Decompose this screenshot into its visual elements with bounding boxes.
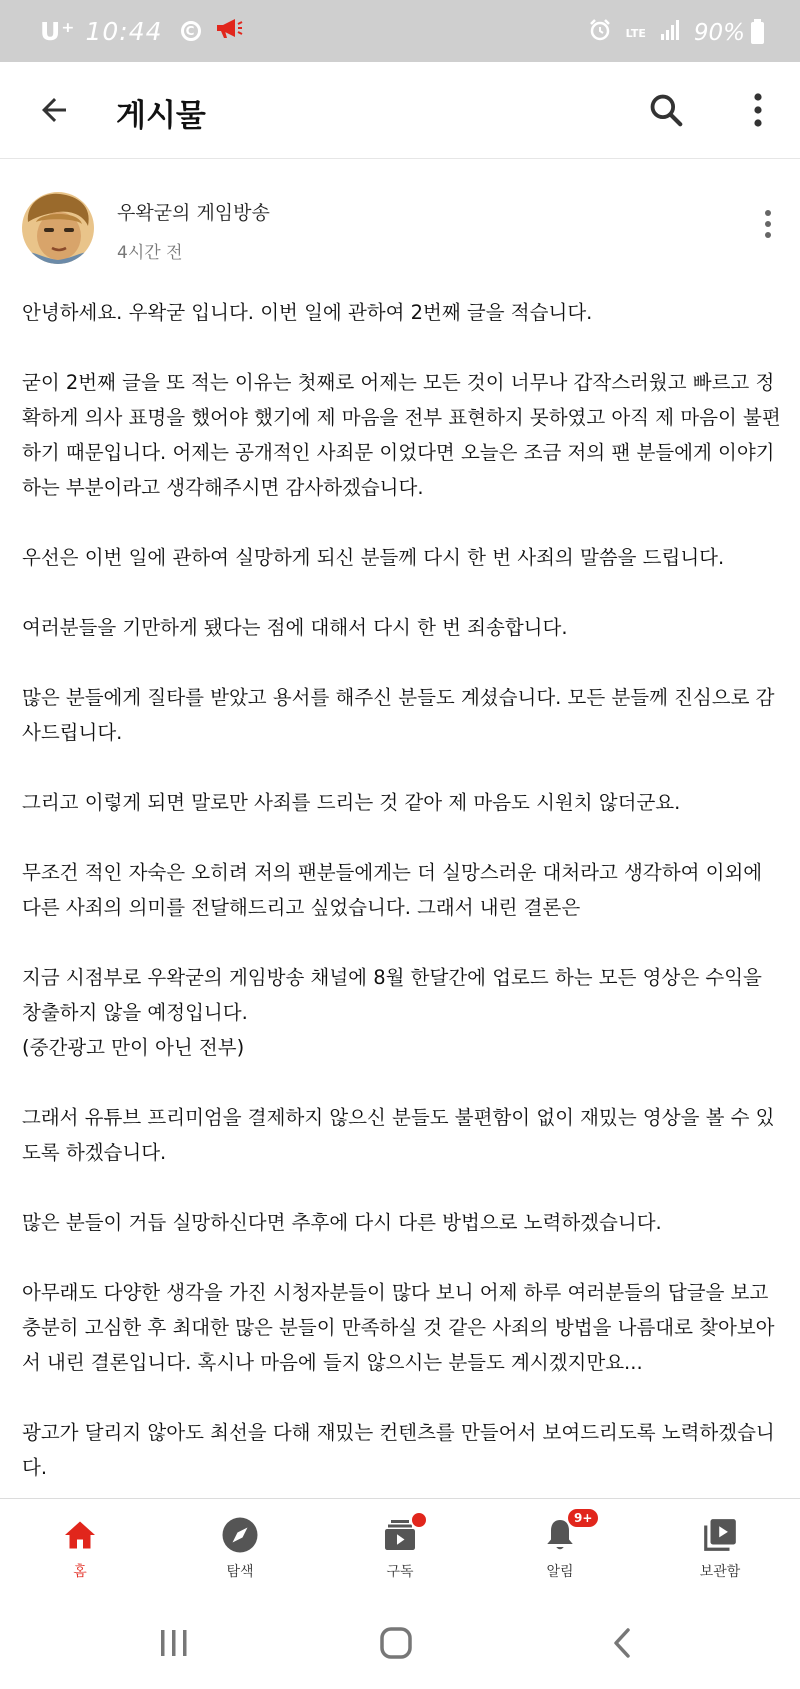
nav-item-subscriptions[interactable] (340, 1499, 460, 1594)
post-paragraph: 지금 시점부로 우왁굳의 게임방송 채널에 8월 한달간에 업로드 하는 모든 영상은 수익을 창출하지 않을 예정입니다. (중간광고 만이 아닌 전부) (22, 966, 762, 1059)
bottom-navigation (0, 1498, 800, 1594)
search-button[interactable] (644, 88, 688, 132)
system-navigation (0, 1594, 800, 1689)
post-more-button[interactable] (754, 204, 782, 244)
alarm-icon (588, 18, 612, 48)
notification-app-icon: C (181, 21, 201, 41)
nav-label: 홈 (73, 1564, 87, 1580)
post-paragraph: 광고가 달리지 않아도 최선을 다해 재밌는 컨텐츠를 만들어서 보여드리도록 노력하겠습니다. (22, 1421, 775, 1479)
network-type: LTE (625, 26, 646, 40)
post-header (0, 158, 800, 268)
post-paragraph: 그래서 유튜브 프리미엄을 결제하지 않으신 분들도 불편함이 없이 재밌는 영상을 볼 수 있도록 하겠습니다. (22, 1106, 775, 1164)
more-vertical-icon (764, 209, 772, 239)
more-vertical-icon (753, 93, 763, 127)
back-button[interactable] (32, 88, 76, 132)
page-title: 게시물 (116, 98, 206, 134)
carrier-label: U⁺ (40, 16, 76, 46)
arrow-left-icon (36, 92, 72, 128)
post-paragraph: 여러분들을 기만하게 됐다는 점에 대해서 다시 한 번 죄송합니다. (22, 616, 568, 639)
megaphone-icon (215, 16, 243, 46)
post-paragraph: 무조건 적인 자숙은 오히려 저의 팬분들에게는 더 실망스러운 대처라고 생각하여 이외에 다른 사죄의 의미를 전달해드리고 싶었습니다. 그래서 내린 결론은 (22, 861, 769, 919)
post-paragraph: 많은 분들이 거듭 실망하신다면 추후에 다시 다른 방법으로 노력하겠습니다. (22, 1211, 662, 1234)
channel-avatar[interactable] (22, 192, 94, 264)
nav-item-home[interactable] (20, 1499, 140, 1594)
battery-level: 90% (693, 20, 745, 46)
recent-apps-button[interactable] (144, 1618, 204, 1668)
nav-item-notifications[interactable] (500, 1499, 620, 1594)
nav-label: 알림 (546, 1564, 574, 1580)
nav-label: 탐색 (226, 1564, 254, 1580)
post-paragraph: 굳이 2번째 글을 또 적는 이유는 첫째로 어제는 모든 것이 너무나 갑작스러웠고 빠르고 정확하게 의사 표명을 했어야 했기에 제 마음을 전부 표현하지 못하였고 아직 제 마음이 불편하기 때문입니다. 어제는 공개적인 사죄문 이었다면 오늘은 조금 저의 팬 분들에게 이야기 하는 부분이라고 생각해주시면 감사하겠습니다. (22, 371, 781, 499)
home-icon (61, 1517, 99, 1553)
nav-item-explore[interactable] (180, 1499, 300, 1594)
post-paragraph: 그리고 이렇게 되면 말로만 사죄를 드리는 것 같아 제 마음도 시원치 않더군요. (22, 791, 681, 814)
search-icon (647, 91, 685, 129)
nav-item-library[interactable] (660, 1499, 780, 1594)
channel-name[interactable]: 우왁굳의 게임방송 (117, 202, 270, 224)
library-icon (701, 1516, 739, 1554)
battery-icon (751, 22, 764, 44)
signal-icon (660, 19, 680, 47)
post-time: 4시간 전 (117, 243, 183, 263)
post-body (22, 295, 782, 1520)
status-bar (0, 0, 800, 62)
compass-icon (220, 1515, 260, 1555)
home-system-button[interactable] (366, 1618, 426, 1668)
more-options-button[interactable] (740, 88, 776, 132)
notification-badge: 9+ (566, 1507, 600, 1529)
avatar-image (22, 192, 94, 264)
post-paragraph: 우선은 이번 일에 관하여 실망하게 되신 분들께 다시 한 번 사죄의 말씀을 드립니다. (22, 546, 725, 569)
chevron-left-icon (610, 1627, 634, 1659)
post-paragraph: 아무래도 다양한 생각을 가진 시청자분들이 많다 보니 어제 하루 여러분들의 답글을 보고 충분히 고심한 후 최대한 많은 분들이 만족하실 것 같은 사죄의 방법을 나름대로 찾아보아서 내린 결론입니다. 혹시나 마음에 들지 않으시는 분들도 계시겠지만요... (22, 1281, 775, 1374)
home-circle-icon (379, 1626, 413, 1660)
nav-label: 구독 (386, 1564, 414, 1580)
system-back-button[interactable] (592, 1618, 652, 1668)
app-bar (0, 62, 800, 159)
nav-label: 보관함 (699, 1564, 741, 1580)
status-bar-left (40, 16, 243, 46)
new-content-dot (410, 1511, 428, 1529)
post-paragraph: 안녕하세요. 우왁굳 입니다. 이번 일에 관하여 2번째 글을 적습니다. (22, 301, 593, 324)
status-bar-right (574, 18, 764, 48)
clock: 10:44 (85, 16, 163, 46)
post-paragraph: 많은 분들에게 질타를 받았고 용서를 해주신 분들도 계셨습니다. 모든 분들께 진심으로 감사드립니다. (22, 686, 775, 744)
recent-apps-icon (158, 1628, 190, 1658)
